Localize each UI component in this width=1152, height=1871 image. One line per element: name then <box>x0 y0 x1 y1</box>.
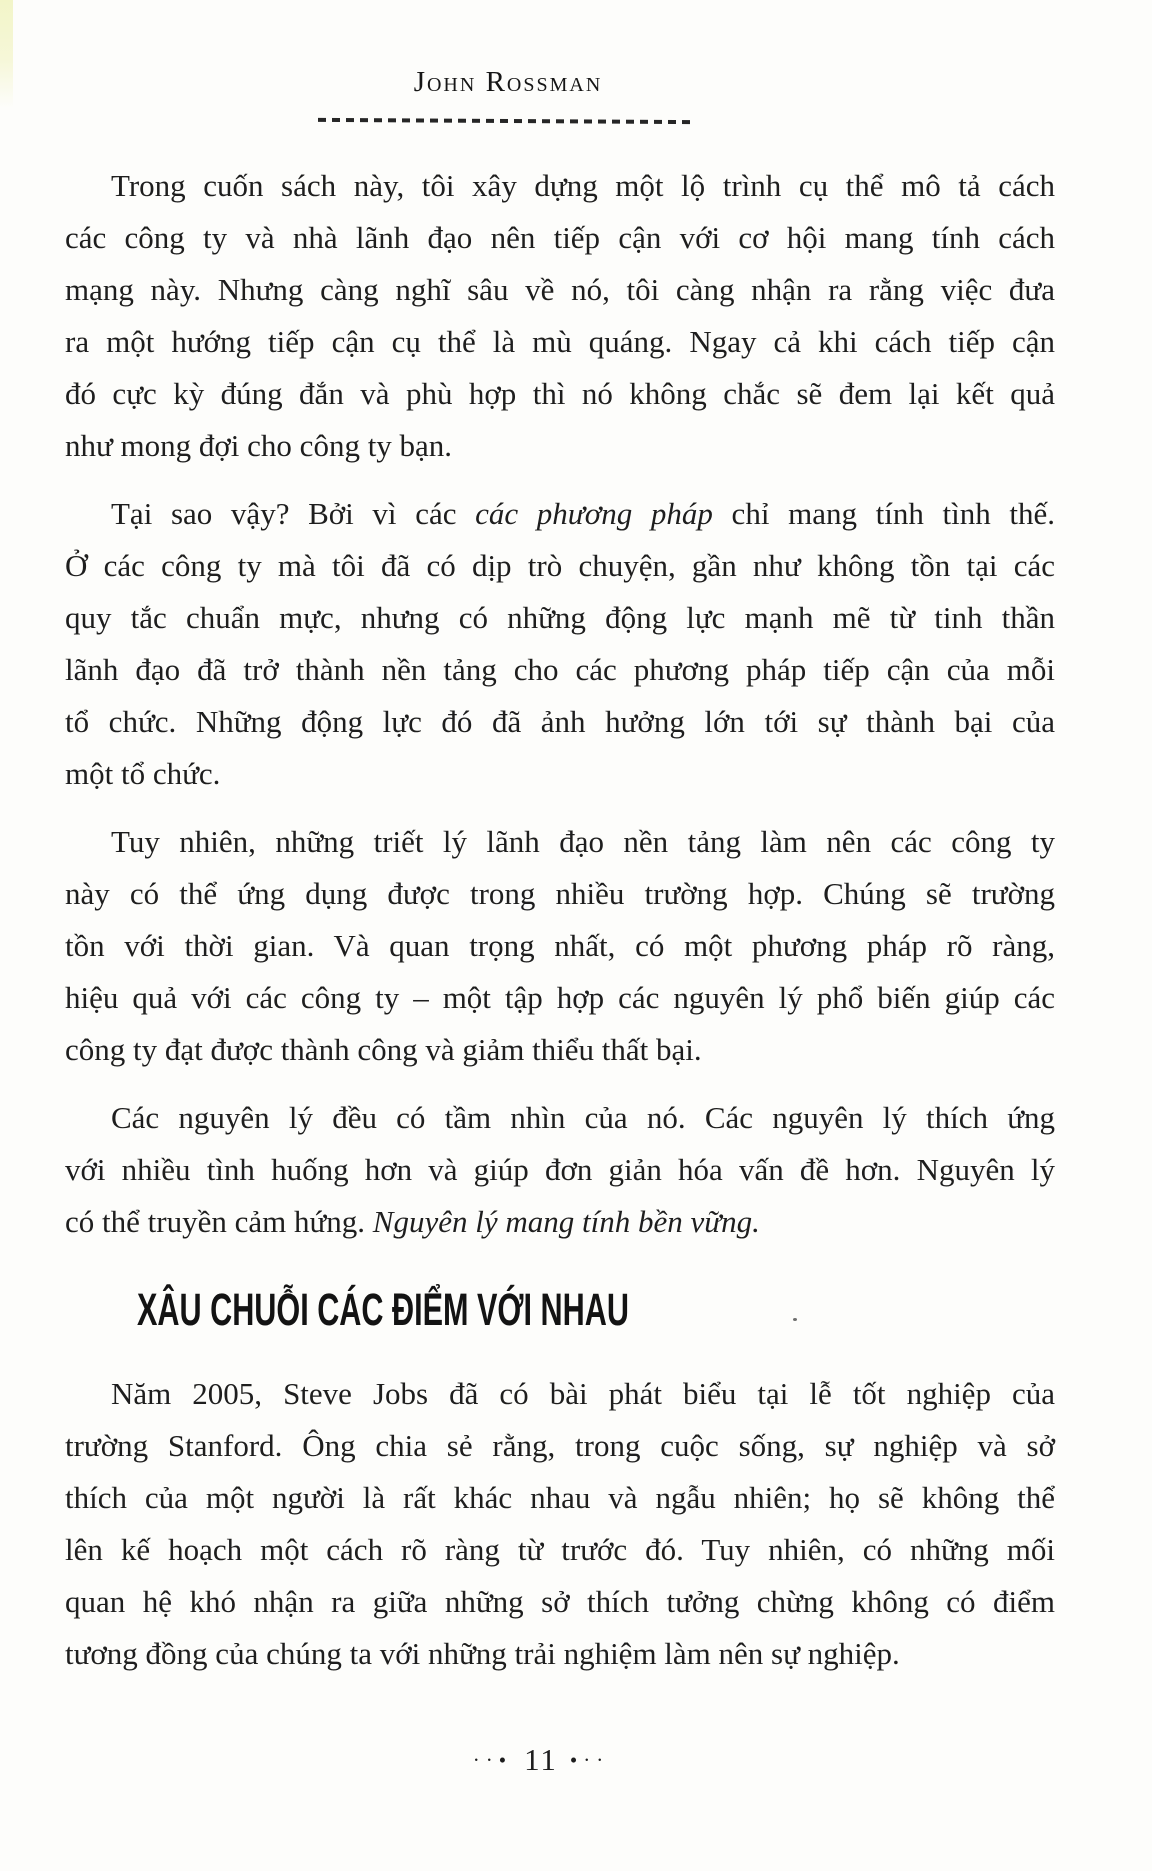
text-line <box>65 368 1055 420</box>
page-edge-artifact <box>0 0 13 108</box>
text-run: công ty đạt được thành công và giảm thiểu thất bại. <box>65 1032 702 1067</box>
text-run: Các nguyên lý đều có tầm nhìn của nó. Các nguyên lý thích ứng <box>111 1100 1055 1135</box>
text-line <box>65 816 1055 868</box>
text-run: tổ chức. Những động lực đó đã ảnh hưởng lớn tới sự thành bại của <box>65 704 1055 739</box>
text-run: mạng này. Nhưng càng nghĩ sâu về nó, tôi càng nhận ra rằng việc đưa <box>65 272 1055 307</box>
text-run: Ở các công ty mà tôi đã có dịp trò chuyện, gần như không tồn tại các <box>65 548 1055 583</box>
page-body <box>65 160 1055 1696</box>
text-run: quy tắc chuẩn mực, nhưng có những động lực mạnh mẽ từ tinh thần <box>65 600 1055 635</box>
paragraph <box>65 816 1055 1076</box>
footer-left-dots: ··• <box>472 1748 513 1772</box>
text-line <box>65 1024 1055 1076</box>
emphasized-text: Nguyên lý mang tính bền vững. <box>372 1204 760 1239</box>
text-run: ra một hướng tiếp cận cụ thể là mù quáng. Ngay cả khi cách tiếp cận <box>65 324 1055 359</box>
section-heading: XÂU CHUỖI CÁC ĐIỂM VỚI NHAU <box>137 1284 629 1335</box>
text-run: chỉ mang tính tình thế. <box>712 496 1055 531</box>
text-run: quan hệ khó nhận ra giữa những sở thích tưởng chừng không có điểm <box>65 1584 1055 1619</box>
text-run: Tại sao vậy? Bởi vì các <box>111 496 476 531</box>
text-run: Trong cuốn sách này, tôi xây dựng một lộ trình cụ thể mô tả cách <box>111 168 1055 203</box>
footer-right-dots: •·· <box>569 1748 610 1772</box>
text-line <box>65 212 1055 264</box>
text-line <box>65 540 1055 592</box>
text-line <box>65 868 1055 920</box>
text-line <box>65 644 1055 696</box>
text-line <box>65 972 1055 1024</box>
text-run: lên kế hoạch một cách rõ ràng từ trước đó. Tuy nhiên, có những mối <box>65 1532 1055 1567</box>
text-line <box>65 420 1055 472</box>
text-line <box>65 264 1055 316</box>
page-footer <box>0 1742 1082 1778</box>
text-run: trường Stanford. Ông chia sẻ rằng, trong cuộc sống, sự nghiệp và sở <box>65 1428 1055 1463</box>
text-line <box>65 160 1055 212</box>
paragraph <box>65 1092 1055 1248</box>
text-line <box>65 696 1055 748</box>
text-line <box>65 488 1055 540</box>
paragraph <box>65 160 1055 472</box>
running-header-title: John Rossman <box>413 66 603 98</box>
text-run: các công ty và nhà lãnh đạo nên tiếp cận với cơ hội mang tính cách <box>65 220 1055 255</box>
text-line <box>65 1144 1055 1196</box>
text-line <box>65 920 1055 972</box>
header-dashed-rule <box>318 118 694 124</box>
text-line <box>65 316 1055 368</box>
text-run: một tổ chức. <box>65 756 221 791</box>
paragraph <box>65 1368 1055 1680</box>
text-line <box>65 1368 1055 1420</box>
text-run: tương đồng của chúng ta với những trải nghiệm làm nên sự nghiệp. <box>65 1636 900 1671</box>
text-line <box>65 1628 1055 1680</box>
text-run: thích của một người là rất khác nhau và ngẫu nhiên; họ sẽ không thể <box>65 1480 1055 1515</box>
text-run: như mong đợi cho công ty bạn. <box>65 428 453 463</box>
text-line <box>65 1196 1055 1248</box>
text-run: Năm 2005, Steve Jobs đã có bài phát biểu tại lễ tốt nghiệp của <box>111 1376 1055 1411</box>
text-line <box>65 1472 1055 1524</box>
text-run: đó cực kỳ đúng đắn và phù hợp thì nó không chắc sẽ đem lại kết quả <box>65 376 1055 411</box>
text-run: hiệu quả với các công ty – một tập hợp các nguyên lý phổ biến giúp các <box>65 980 1055 1015</box>
text-run: này có thể ứng dụng được trong nhiều trường hợp. Chúng sẽ trường <box>65 876 1055 911</box>
text-line <box>65 1524 1055 1576</box>
text-run: có thể truyền cảm hứng. <box>65 1204 373 1239</box>
text-line <box>65 1092 1055 1144</box>
text-line <box>65 1576 1055 1628</box>
text-run: lãnh đạo đã trở thành nền tảng cho các phương pháp tiếp cận của mỗi <box>65 652 1055 687</box>
scan-speck <box>793 1318 797 1321</box>
text-line <box>65 748 1055 800</box>
page-number: 11 <box>524 1742 558 1777</box>
text-run: với nhiều tình huống hơn và giúp đơn giản hóa vấn đề hơn. Nguyên lý <box>65 1152 1055 1187</box>
emphasized-text: các phương pháp <box>475 496 713 531</box>
text-line <box>65 592 1055 644</box>
text-line <box>65 1420 1055 1472</box>
text-run: tồn với thời gian. Và quan trọng nhất, có một phương pháp rõ ràng, <box>65 928 1055 963</box>
paragraph <box>65 488 1055 800</box>
text-run: Tuy nhiên, những triết lý lãnh đạo nền tảng làm nên các công ty <box>111 824 1055 859</box>
